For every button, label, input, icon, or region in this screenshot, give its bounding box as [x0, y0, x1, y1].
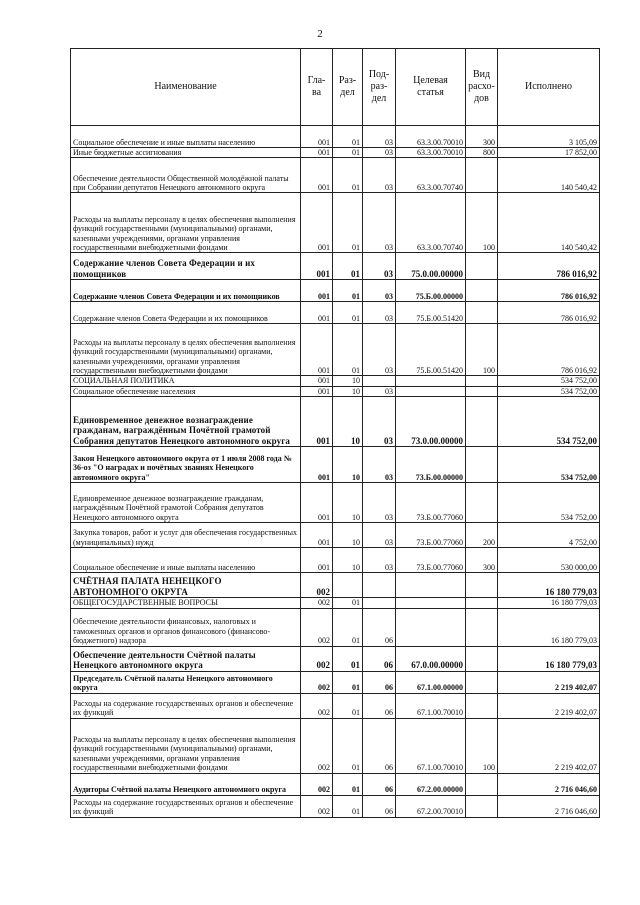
row-chapter: 002 [301, 671, 333, 693]
row-amount: 786 016,92 [498, 280, 600, 302]
row-name: Содержание членов Совета Федерации и их помощников [71, 302, 301, 324]
row-chapter: 001 [301, 158, 333, 193]
table-row [71, 386, 600, 396]
row-subsection: 03 [363, 386, 396, 396]
row-subsection: 03 [363, 148, 396, 158]
row-subsection: 03 [363, 126, 396, 148]
row-amount: 140 540,42 [498, 193, 600, 253]
row-chapter: 001 [301, 376, 333, 386]
row-amount: 16 180 779,03 [498, 608, 600, 646]
row-type [466, 671, 498, 693]
row-amount: 534 752,00 [498, 483, 600, 523]
row-type [466, 646, 498, 671]
row-target: 63.3.00.70010 [396, 126, 466, 148]
row-subsection: 03 [363, 324, 396, 376]
row-chapter: 001 [301, 126, 333, 148]
row-amount: 786 016,92 [498, 324, 600, 376]
row-section: 01 [333, 193, 363, 253]
row-target: 67.0.00.00000 [396, 646, 466, 671]
header-chapter: Гла- ва [301, 49, 333, 126]
row-chapter: 001 [301, 447, 333, 483]
row-section: 01 [333, 148, 363, 158]
row-chapter: 001 [301, 324, 333, 376]
row-name: СОЦИАЛЬНАЯ ПОЛИТИКА [71, 376, 301, 386]
row-type [466, 693, 498, 718]
row-chapter: 001 [301, 253, 333, 280]
row-name: Председатель Счётной палаты Ненецкого автономного округа [71, 671, 301, 693]
row-name: Расходы на выплаты персоналу в целях обеспечения выполнения функций государственными (муниципальными) органами, казенными учреждениями, органами управления государственными внебюджетными фондами [71, 718, 301, 773]
row-section [333, 573, 363, 598]
row-subsection: 06 [363, 795, 396, 817]
row-subsection: 06 [363, 693, 396, 718]
row-amount: 16 180 779,03 [498, 598, 600, 608]
table-row [71, 523, 600, 548]
row-amount: 786 016,92 [498, 302, 600, 324]
row-target [396, 598, 466, 608]
page-number: 2 [317, 28, 323, 40]
row-chapter: 001 [301, 548, 333, 573]
row-section: 10 [333, 376, 363, 386]
row-amount: 2 219 402,07 [498, 693, 600, 718]
row-name: Единовременное денежное вознаграждение гражданам, награждённым Почётной грамотой Собрания депутатов Ненецкого автономного округа [71, 483, 301, 523]
table-row [71, 376, 600, 386]
table-row [71, 447, 600, 483]
row-amount: 2 219 402,07 [498, 718, 600, 773]
row-chapter: 001 [301, 148, 333, 158]
row-section: 10 [333, 483, 363, 523]
row-section: 01 [333, 795, 363, 817]
row-type [466, 573, 498, 598]
row-chapter: 002 [301, 773, 333, 795]
row-target: 67.1.00.00000 [396, 671, 466, 693]
table-row [71, 126, 600, 148]
row-chapter: 002 [301, 598, 333, 608]
row-target: 75.Б.00.51420 [396, 324, 466, 376]
row-target: 75.0.00.00000 [396, 253, 466, 280]
row-amount: 534 752,00 [498, 386, 600, 396]
row-name: Расходы на выплаты персоналу в целях обеспечения выполнения функций государственными (муниципальными) органами, казенными учреждениями, органами управления государственными внебюджетными фондами [71, 193, 301, 253]
row-type [466, 795, 498, 817]
table-row [71, 646, 600, 671]
row-target [396, 386, 466, 396]
row-amount: 4 752,00 [498, 523, 600, 548]
row-section: 01 [333, 671, 363, 693]
budget-table [70, 48, 600, 818]
row-chapter: 001 [301, 280, 333, 302]
row-section: 10 [333, 548, 363, 573]
table-row [71, 608, 600, 646]
row-section: 01 [333, 158, 363, 193]
row-amount: 534 752,00 [498, 397, 600, 447]
row-target: 75.Б.00.00000 [396, 280, 466, 302]
row-type: 100 [466, 718, 498, 773]
row-amount: 3 105,09 [498, 126, 600, 148]
row-chapter: 002 [301, 718, 333, 773]
row-section: 10 [333, 386, 363, 396]
row-chapter: 001 [301, 386, 333, 396]
header-section: Раз- дел [333, 49, 363, 126]
table-row [71, 573, 600, 598]
row-type [466, 376, 498, 386]
row-target [396, 608, 466, 646]
row-chapter: 001 [301, 193, 333, 253]
row-subsection: 03 [363, 397, 396, 447]
row-chapter: 001 [301, 302, 333, 324]
table-row [71, 718, 600, 773]
table-row [71, 671, 600, 693]
row-type: 200 [466, 523, 498, 548]
row-amount: 16 180 779,03 [498, 573, 600, 598]
row-name: Расходы на выплаты персоналу в целях обеспечения выполнения функций государственными (муниципальными) органами, казенными учреждениями, органами управления государственными внебюджетными фондами [71, 324, 301, 376]
row-subsection [363, 376, 396, 386]
row-amount: 534 752,00 [498, 447, 600, 483]
row-subsection: 03 [363, 280, 396, 302]
row-name: Единовременное денежное вознаграждение гражданам, награждённым Почётной грамотой Собрания депутатов Ненецкого автономного округа [71, 397, 301, 447]
header-type: Вид расхо- дов [466, 49, 498, 126]
row-subsection: 03 [363, 447, 396, 483]
row-target [396, 573, 466, 598]
row-name: Закон Ненецкого автономного округа от 1 июля 2008 года № 36-оз "О наградах и почётных званиях Ненецкого автономного округа" [71, 447, 301, 483]
row-type: 300 [466, 126, 498, 148]
header-name: Наименование [71, 49, 301, 126]
table-row [71, 148, 600, 158]
row-section: 01 [333, 280, 363, 302]
row-type [466, 280, 498, 302]
row-subsection [363, 598, 396, 608]
row-chapter: 002 [301, 573, 333, 598]
row-amount: 140 540,42 [498, 158, 600, 193]
row-amount: 534 752,00 [498, 376, 600, 386]
row-type: 300 [466, 548, 498, 573]
row-section: 01 [333, 773, 363, 795]
header-subsection: Под- раз- дел [363, 49, 396, 126]
table-row [71, 253, 600, 280]
row-amount: 786 016,92 [498, 253, 600, 280]
table-row [71, 397, 600, 447]
row-type [466, 447, 498, 483]
row-subsection: 03 [363, 548, 396, 573]
row-section: 10 [333, 397, 363, 447]
row-subsection: 06 [363, 608, 396, 646]
row-subsection: 03 [363, 523, 396, 548]
row-name: Содержание членов Совета Федерации и их помощников [71, 280, 301, 302]
row-target: 73.0.00.00000 [396, 397, 466, 447]
table-row [71, 280, 600, 302]
row-chapter: 001 [301, 483, 333, 523]
row-type [466, 773, 498, 795]
row-target: 63.3.00.70740 [396, 193, 466, 253]
row-name: Аудиторы Счётной палаты Ненецкого автономного округа [71, 773, 301, 795]
row-name: Обеспечение деятельности Счётной палаты Ненецкого автономного округа [71, 646, 301, 671]
row-name: Социальное обеспечение и иные выплаты населению [71, 548, 301, 573]
row-name: Иные бюджетные ассигнования [71, 148, 301, 158]
table-row [71, 302, 600, 324]
row-subsection: 03 [363, 158, 396, 193]
row-name: Социальное обеспечение и иные выплаты населению [71, 126, 301, 148]
row-section: 01 [333, 693, 363, 718]
row-target: 73.Б.00.77060 [396, 523, 466, 548]
row-target: 73.Б.00.77060 [396, 548, 466, 573]
table-header-row [71, 49, 600, 126]
row-target: 67.2.00.70010 [396, 795, 466, 817]
row-amount: 16 180 779,03 [498, 646, 600, 671]
row-type: 100 [466, 193, 498, 253]
row-type [466, 302, 498, 324]
table-row [71, 548, 600, 573]
row-name: Социальное обеспечение населения [71, 386, 301, 396]
row-name: Расходы на содержание государственных органов и обеспечение их функций [71, 693, 301, 718]
row-section: 01 [333, 324, 363, 376]
row-name: Расходы на содержание государственных органов и обеспечение их функций [71, 795, 301, 817]
row-amount: 2 716 046,60 [498, 773, 600, 795]
header-done: Исполнено [498, 49, 600, 126]
row-type [466, 483, 498, 523]
row-section: 10 [333, 447, 363, 483]
row-section: 01 [333, 598, 363, 608]
row-target: 67.2.00.00000 [396, 773, 466, 795]
row-subsection: 03 [363, 483, 396, 523]
table-row [71, 795, 600, 817]
row-name: Закупка товаров, работ и услуг для обеспечения государственных (муниципальных) нужд [71, 523, 301, 548]
row-target: 67.1.00.70010 [396, 693, 466, 718]
table-row [71, 773, 600, 795]
row-target: 75.Б.00.51420 [396, 302, 466, 324]
row-target [396, 376, 466, 386]
table-row [71, 483, 600, 523]
row-chapter: 001 [301, 397, 333, 447]
row-target: 63.3.00.70740 [396, 158, 466, 193]
row-target: 73.Б.00.77060 [396, 483, 466, 523]
row-section: 01 [333, 253, 363, 280]
table-row [71, 324, 600, 376]
row-type [466, 253, 498, 280]
table-row [71, 158, 600, 193]
row-name: Обеспечение деятельности Общественной молодёжной палаты при Собрании депутатов Ненецкого автономного округа [71, 158, 301, 193]
row-subsection: 03 [363, 302, 396, 324]
table-row [71, 598, 600, 608]
row-section: 01 [333, 718, 363, 773]
row-subsection: 06 [363, 671, 396, 693]
header-target: Целевая статья [396, 49, 466, 126]
row-amount: 2 716 046,60 [498, 795, 600, 817]
row-chapter: 001 [301, 523, 333, 548]
row-section: 01 [333, 126, 363, 148]
row-type: 100 [466, 324, 498, 376]
row-type [466, 386, 498, 396]
row-section: 01 [333, 608, 363, 646]
row-type [466, 598, 498, 608]
row-type: 800 [466, 148, 498, 158]
row-amount: 2 219 402,07 [498, 671, 600, 693]
row-section: 01 [333, 646, 363, 671]
row-section: 10 [333, 523, 363, 548]
row-subsection: 03 [363, 193, 396, 253]
row-subsection [363, 573, 396, 598]
row-target: 67.1.00.70010 [396, 718, 466, 773]
row-section: 01 [333, 302, 363, 324]
row-type [466, 397, 498, 447]
row-chapter: 002 [301, 646, 333, 671]
row-type [466, 158, 498, 193]
row-name: Обеспечение деятельности финансовых, налоговых и таможенных органов и органов финансового (финансово-бюджетного) надзора [71, 608, 301, 646]
row-chapter: 002 [301, 608, 333, 646]
row-name: СЧЁТНАЯ ПАЛАТА НЕНЕЦКОГО АВТОНОМНОГО ОКРУГА [71, 573, 301, 598]
row-chapter: 002 [301, 795, 333, 817]
table-row [71, 693, 600, 718]
row-subsection: 03 [363, 253, 396, 280]
row-type [466, 608, 498, 646]
table-body [71, 126, 600, 818]
table-row [71, 193, 600, 253]
row-name: Содержание членов Совета Федерации и их помощников [71, 253, 301, 280]
row-subsection: 06 [363, 718, 396, 773]
row-chapter: 002 [301, 693, 333, 718]
row-target: 73.Б.00.00000 [396, 447, 466, 483]
row-subsection: 06 [363, 646, 396, 671]
row-target: 63.3.00.70010 [396, 148, 466, 158]
row-amount: 530 000,00 [498, 548, 600, 573]
row-subsection: 06 [363, 773, 396, 795]
row-amount: 17 852,00 [498, 148, 600, 158]
row-name: ОБЩЕГОСУДАРСТВЕННЫЕ ВОПРОСЫ [71, 598, 301, 608]
